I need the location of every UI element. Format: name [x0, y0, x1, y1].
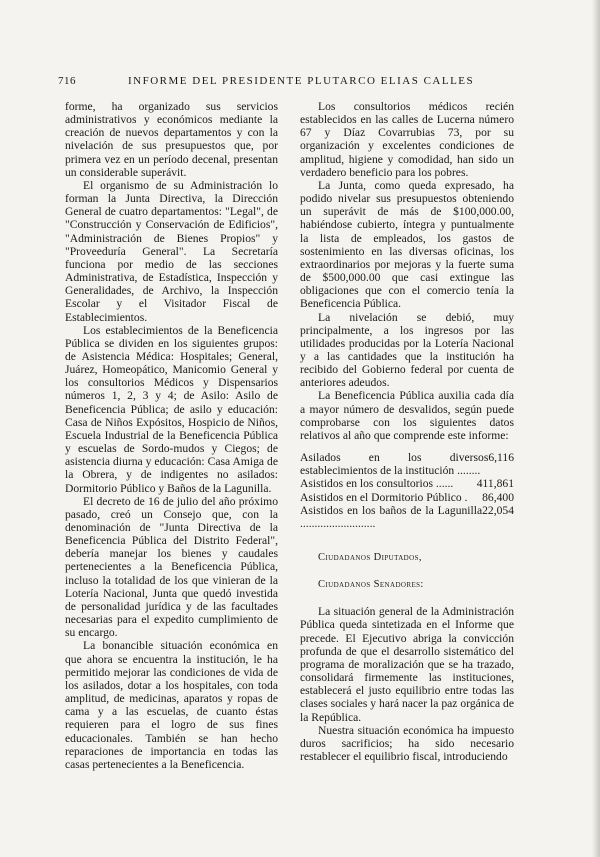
salutation-senators: Ciudadanos Senadores: — [318, 579, 424, 591]
right-column — [300, 100, 514, 763]
paragraph: La nivelación se debió, muy principalmente, a los ingresos por las utilidades producidas por la Lotería Nacional y a las cantidades que la institución ha recibido del Gobierno federal por cuenta de anteriores adeudos. — [300, 310, 514, 390]
paragraph: La Junta, como queda expresado, ha podido nivelar sus presupuestos obteniendo un superávit de más de $100,000.00, habiéndose cubierto, íntegra y puntualmente la lista de empleados, los gastos de sostenimiento en las diversas oficinas, los extraordinarios por mejoras y la fuerte suma de $500,000.00 que casi extingue las obligaciones que con el comercio tenía la Beneficencia Pública. — [300, 178, 514, 311]
paragraph: El decreto de 16 de julio del año próximo pasado, creó un Consejo que, con la denominación de "Junta Directiva de la Beneficencia Pública del Distrito Federal", debería manejar los bienes y caudales pertenecientes a la Beneficencia Pública, incluso la totalidad de los que vinieran de la Lotería Nacional, Junta que quedó investida de personalidad jurídica y de las facultades necesarias para el expedito cumplimiento de su encargo. — [65, 494, 278, 640]
stat-row — [300, 477, 514, 490]
paragraph: La bonancible situación económica en que ahora se encuentra la institución, le ha permitido mejorar las condiciones de vida de los asilados, dotar a los hospitales, con toda amplitud, de medicinas, aparatos y ropas de cama y a las escuelas, de cuanto éstas requieren para el logro de sus fines educacionales. También se han hecho reparaciones de importancia en todas las casas pertenecientes a la Beneficencia. — [65, 639, 278, 771]
spacer — [300, 591, 514, 605]
paragraph: Los establecimientos de la Beneficencia Pública se dividen en los siguientes grupos: de Asistencia Médica: Hospitales; General, Juárez, Homeopático, Manicomio General y los consultorios Médicos y Dispensarios números 1, 2, 3 y 4; de Asilo: Asilo de Beneficencia Pública; de asilo y educación: Casa de Niños Expósitos, Hospicio de Niños, Escuela Industrial de la Beneficencia Pública y escuelas de Sordo-mudos y Ciegos; de asistencia diurna y educación: Casa Amiga de la Obrera, y de indigentes no asilados: Dormitorio Público y Baños de la Lagunilla. — [65, 323, 278, 495]
stat-label: Asistidos en los baños de la Lagunilla .......................... — [300, 503, 483, 530]
stat-row — [300, 504, 514, 530]
salutation-deputies: Ciudadanos Diputados, — [318, 552, 422, 563]
page-number: 716 — [58, 75, 76, 87]
stat-value: 411,861 — [476, 477, 514, 491]
paragraph: El organismo de su Administración lo forman la Junta Directiva, la Dirección General de cuatro departamentos: "Legal", de "Construcción y Conservación de Edificios", "Administración de Bienes Propios" y "Proveeduría General". La Secretaría funciona por medio de las secciones Administrativa, de Estadística, Inspección y Generalidades, de Archivo, la Inspección Escolar y el Visitador Fiscal de Establecimientos. — [65, 178, 278, 324]
stat-label: Asistidos en los consultorios ...... — [300, 477, 454, 491]
stat-label: Asilados en los diversos establecimientos de la institución ........ — [300, 451, 489, 478]
stat-value: 86,400 — [482, 490, 514, 504]
paragraph: forme, ha organizado sus servicios administrativos y económicos mediante la creación de nuevos departamentos y con la nivelación de sus presupuestos que, por primera vez en un período decenal, presentan un considerable superávit. — [65, 100, 278, 179]
left-column — [65, 100, 278, 771]
page-edge-shadow — [592, 0, 600, 857]
stat-value: 6,116 — [488, 451, 514, 465]
stat-value: 22,054 — [482, 503, 514, 517]
spacer — [300, 564, 514, 578]
stat-label: Asistidos en el Dormitorio Público . — [300, 490, 468, 504]
stat-row — [300, 491, 514, 504]
paragraph: Los consultorios médicos recién establecidos en las calles de Lucerna número 67 y Díaz Covarrubias 73, por su organización y excelentes condiciones de amplitud, higiene y comodidad, han sido un verdadero beneficio para los pobres. — [300, 100, 514, 179]
paragraph: Nuestra situación económica ha impuesto duros sacrificios; ha sido necesario restablecer el equilibrio fiscal, introduciendo — [300, 723, 514, 764]
running-title: INFORME DEL PRESIDENTE PLUTARCO ELIAS CALLES — [128, 75, 475, 87]
statistics-table — [300, 451, 514, 530]
paragraph: La Beneficencia Pública auxilia cada día a mayor número de desvalidos, según puede comprobarse con los siguientes datos relativos al año que comprende este informe: — [300, 389, 514, 442]
paragraph: La situación general de la Administración Pública queda sintetizada en el Informe que precede. El Ejecutivo abriga la convicción profunda de que el desarrollo sistemático del programa de moralización que se ha trazado, consolidará firmemente las instituciones, establecerá el justo equilibrio entre todas las clases sociales y hará nacer la paz orgánica de la República. — [300, 605, 514, 724]
stat-row — [300, 451, 514, 477]
